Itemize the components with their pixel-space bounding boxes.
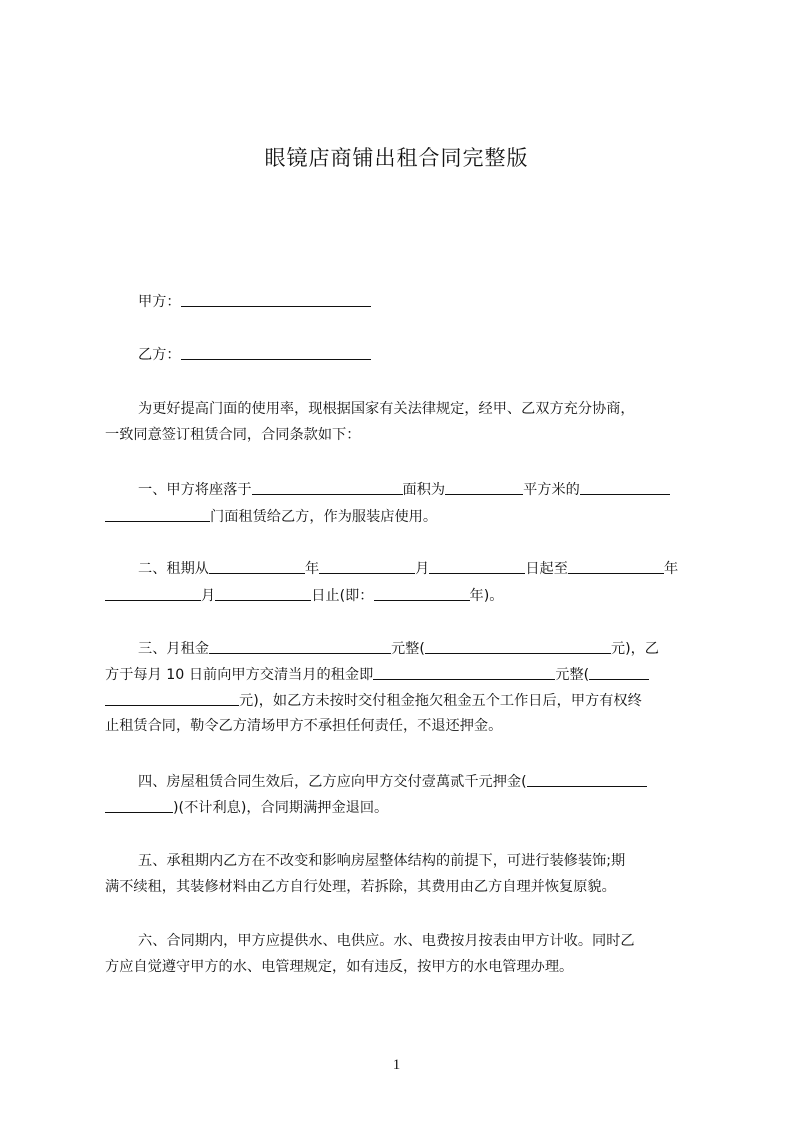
clause-1-line-1 [138,479,670,500]
clause-2-line-1 [138,558,678,579]
clause-1-shop-blank [580,479,670,495]
clause-3-line-3 [105,690,642,711]
clause-3-rent-words-blank [425,638,611,654]
document-title: 眼镜店商铺出租合同完整版 [264,146,529,170]
clause-2-start-month-blank [319,558,415,574]
clause-3-text: 元)，如乙方未按时交付租金拖欠租金五个工作日后，甲方有权终 [239,693,642,709]
clause-2-end-month-blank [105,585,201,601]
clause-3-line-1 [138,638,659,659]
clause-4-line-2 [105,797,388,818]
clause-2-text: 日起至 [525,561,568,577]
intro-line-1: 为更好提高门面的使用率，现根据国家有关法律规定，经甲、乙双方充分协商， [138,401,635,417]
clause-2-text: 年 [663,561,679,577]
clause-2-end-day-blank [215,585,311,601]
party-b-blank [181,344,371,360]
clause-3-text: 元整( [555,667,590,683]
clause-3-line-2 [105,664,649,685]
clause-6-line-2: 方应自觉遵守甲方的水、电管理规定，如有违反，按甲方的水电管理办理。 [105,959,574,975]
clause-4-deposit-blank [527,771,647,787]
party-b-label: 乙方： [138,347,181,363]
intro-line-2: 一致同意签订租赁合同，合同条款如下： [105,427,361,443]
party-a-blank [181,291,371,307]
clause-3-rent-blank [209,638,391,654]
clause-2-text: 年 [304,561,320,577]
clause-4-text: )(不计利息)，合同期满押金退回。 [173,800,389,816]
clause-1-text: 门面租赁给乙方，作为服装店使用。 [210,509,438,525]
clause-3-text: 元整( [390,641,425,657]
clause-1-shop-blank-cont [105,506,210,522]
page-number: 1 [392,1057,401,1073]
party-a-line [138,291,371,312]
clause-5-line-2: 满不续租，其装修材料由乙方自行处理，若拆除，其费用由乙方自理并恢复原貌。 [105,879,616,895]
clause-2-text: 月 [201,588,216,604]
clause-3-monthly-words-blank [589,664,649,680]
clause-2-term-blank [374,585,470,601]
clause-3-monthly-blank [373,664,555,680]
clause-1-text: 一、甲方将座落于 [138,482,252,498]
clause-1-line-2 [105,506,437,527]
clause-2-text: 二、租期从 [138,561,209,577]
party-a-label: 甲方： [138,294,181,310]
clause-2-start-year-blank [209,558,305,574]
clause-6-line-1: 六、合同期内，甲方应提供水、电供应。水、电费按月按表由甲方计收。同时乙 [138,933,635,949]
clause-3-monthly-words-blank-cont [105,690,239,706]
clause-3-text: 三、月租金 [138,641,209,657]
clause-1-text: 平方米的 [523,482,580,498]
party-b-line [138,344,371,365]
clause-3-text: 方于每月 10 日前向甲方交清当月的租金即 [105,667,374,683]
clause-1-location-blank [252,479,403,495]
clause-2-text: 年)。 [469,588,504,604]
clause-2-start-day-blank [429,558,525,574]
clause-1-area-blank [445,479,523,495]
clause-2-text: 日止(即： [311,588,374,604]
clause-4-text: 四、房屋租赁合同生效后，乙方应向甲方交付壹萬贰千元押金( [138,774,527,790]
clause-3-line-4: 止租赁合同，勒令乙方清场甲方不承担任何责任，不退还押金。 [105,718,503,734]
clause-3-text: 元)，乙 [610,641,659,657]
clause-2-end-year-blank [568,558,664,574]
clause-2-text: 月 [415,561,430,577]
clause-5-line-1: 五、承租期内乙方在不改变和影响房屋整体结构的前提下，可进行装修装饰;期 [138,853,626,869]
clause-2-line-2 [105,585,503,606]
clause-4-deposit-blank-cont [105,797,173,813]
clause-4-line-1 [138,771,647,792]
clause-1-text: 面积为 [402,482,446,498]
